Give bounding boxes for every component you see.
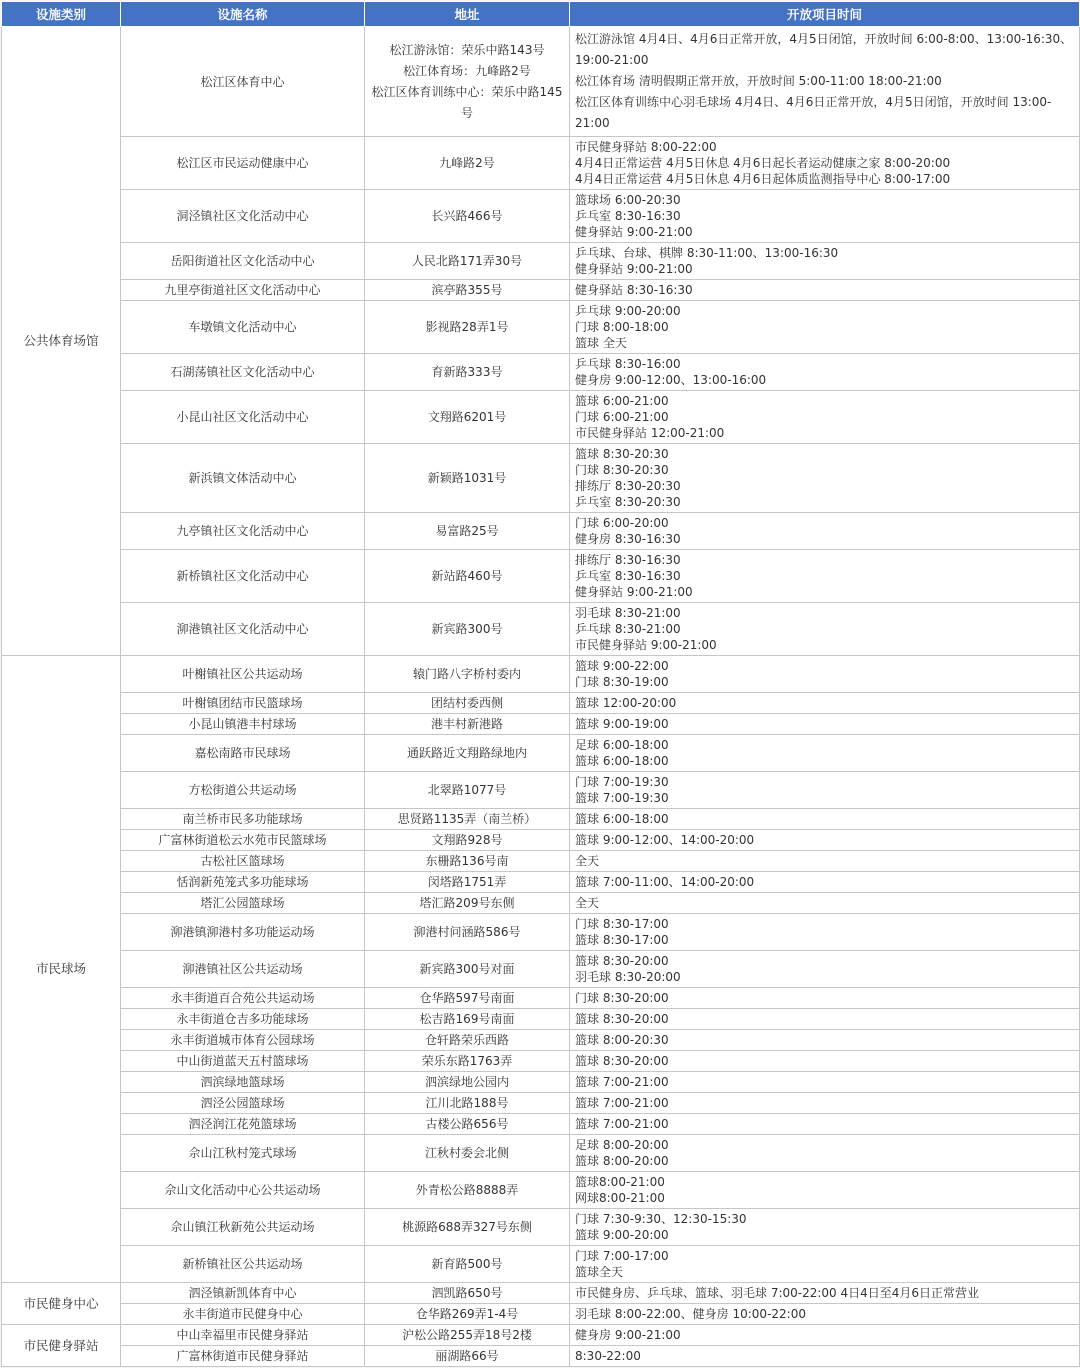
address-cell [365, 27, 570, 137]
address-line: 桃源路688弄327号东侧 [402, 1220, 532, 1234]
open-times-cell [570, 656, 1080, 693]
address-cell [365, 301, 570, 354]
time-line: 排练厅 8:30-16:30 [575, 553, 681, 567]
facility-name-cell: 中山幸福里市民健身驿站 [121, 1325, 365, 1346]
col-header-facility-name: 设施名称 [121, 2, 365, 27]
facility-name-cell: 佘山镇江秋新苑公共运动场 [121, 1209, 365, 1246]
table-row [2, 893, 1080, 914]
facility-name-cell: 永丰街道仓吉多功能球场 [121, 1009, 365, 1030]
address-cell [365, 809, 570, 830]
category-cell: 市民健身驿站 [2, 1325, 121, 1367]
open-times-cell [570, 893, 1080, 914]
time-line: 门球 8:30-20:30 [575, 463, 669, 477]
table-row [2, 1072, 1080, 1093]
address-cell [365, 951, 570, 988]
table-row [2, 137, 1080, 190]
address-line: 文翔路6201号 [427, 410, 507, 424]
address-line: 通跃路近文翔路绿地内 [406, 746, 527, 760]
address-cell [365, 830, 570, 851]
address-line: 泖港村问涵路586号 [413, 925, 521, 939]
time-line: 篮球8:00-21:00 [575, 1175, 665, 1189]
open-times-cell [570, 1114, 1080, 1135]
address-cell [365, 280, 570, 301]
facility-name-cell: 叶榭镇团结市民篮球场 [121, 693, 365, 714]
table-row [2, 603, 1080, 656]
time-line: 健身驿站 9:00-21:00 [575, 262, 693, 276]
time-line: 门球 7:00-19:30 [575, 775, 669, 789]
time-line: 篮球 8:30-20:30 [575, 447, 669, 461]
table-row [2, 1283, 1080, 1304]
table-row [2, 1209, 1080, 1246]
facility-name-cell: 嘉松南路市民球场 [121, 735, 365, 772]
address-line: 泗滨绿地公园内 [424, 1075, 509, 1089]
address-line: 文翔路928号 [431, 833, 503, 847]
address-line: 塔汇路209号东侧 [419, 896, 515, 910]
table-row [2, 830, 1080, 851]
time-line: 篮球 9:00-12:00、14:00-20:00 [575, 833, 755, 847]
address-line: 辕门路八字桥村委内 [412, 667, 521, 681]
address-cell [365, 1246, 570, 1283]
open-times-cell [570, 1346, 1080, 1367]
open-times-cell [570, 27, 1080, 137]
open-times-cell [570, 301, 1080, 354]
table-row [2, 354, 1080, 391]
table-row [2, 301, 1080, 354]
facility-name-cell: 洞泾镇社区文化活动中心 [121, 190, 365, 243]
time-line: 篮球 9:00-20:00 [575, 1228, 669, 1242]
time-line: 松江区体育训练中心羽毛球场 4月4日、4月6日正常开放，4月5日闭馆，开放时间 13:00-21:00 [575, 95, 1052, 130]
time-line: 门球 8:30-17:00 [575, 917, 669, 931]
facility-name-cell: 泖港镇泖港村多功能运动场 [121, 914, 365, 951]
address-cell [365, 444, 570, 513]
time-line: 篮球场 6:00-20:30 [575, 193, 681, 207]
table-row [2, 550, 1080, 603]
time-line: 羽毛球 8:30-21:00 [575, 606, 681, 620]
time-line: 4月4日正常运营 4月5日休息 4月6日起体质监测指导中心 8:00-17:00 [575, 172, 951, 186]
address-line: 长兴路466号 [431, 209, 503, 223]
address-cell [365, 1093, 570, 1114]
address-cell [365, 851, 570, 872]
facility-name-cell: 泗滨绿地篮球场 [121, 1072, 365, 1093]
address-line: 泗凯路650号 [431, 1286, 503, 1300]
open-times-cell [570, 354, 1080, 391]
address-line: 团结村委西侧 [430, 696, 503, 710]
open-times-cell [570, 851, 1080, 872]
facility-name-cell: 九里亭街道社区文化活动中心 [121, 280, 365, 301]
facility-name-cell: 泗泾润江花苑篮球场 [121, 1114, 365, 1135]
time-line: 篮球 7:00-21:00 [575, 1096, 669, 1110]
time-line: 乒乓室 8:30-20:30 [575, 495, 681, 509]
time-line: 健身房 9:00-21:00 [575, 1328, 681, 1342]
table-row [2, 1246, 1080, 1283]
address-line: 影视路28弄1号 [425, 320, 509, 334]
open-times-cell [570, 1093, 1080, 1114]
time-line: 门球 7:00-17:00 [575, 1249, 669, 1263]
facility-name-cell: 岳阳街道社区文化活动中心 [121, 243, 365, 280]
facility-name-cell: 新桥镇社区公共运动场 [121, 1246, 365, 1283]
open-times-cell [570, 735, 1080, 772]
open-times-cell [570, 872, 1080, 893]
address-line: 外青松公路8888弄 [415, 1183, 519, 1197]
table-row [2, 1325, 1080, 1346]
address-line: 人民北路171弄30号 [411, 254, 523, 268]
open-times-cell [570, 714, 1080, 735]
time-line: 篮球 7:00-11:00、14:00-20:00 [575, 875, 755, 889]
time-line: 全天 [575, 854, 600, 868]
facility-name-cell: 松江区体育中心 [121, 27, 365, 137]
open-times-cell [570, 809, 1080, 830]
address-cell [365, 872, 570, 893]
time-line: 健身驿站 9:00-21:00 [575, 585, 693, 599]
address-cell [365, 988, 570, 1009]
table-row [2, 988, 1080, 1009]
facility-table-body [2, 27, 1080, 1367]
address-line: 松江区体育训练中心：荣乐中路145号 [371, 84, 563, 120]
table-row [2, 693, 1080, 714]
facility-name-cell: 松江区市民运动健康中心 [121, 137, 365, 190]
open-times-cell [570, 391, 1080, 444]
table-row [2, 714, 1080, 735]
address-line: 新宾路300号对面 [419, 962, 515, 976]
facility-name-cell: 石湖荡镇社区文化活动中心 [121, 354, 365, 391]
table-row [2, 851, 1080, 872]
address-cell [365, 914, 570, 951]
table-row [2, 1172, 1080, 1209]
category-cell: 公共体育场馆 [2, 27, 121, 656]
address-line: 古楼公路656号 [425, 1117, 509, 1131]
address-line: 江川北路188号 [425, 1096, 509, 1110]
address-cell [365, 243, 570, 280]
time-line: 健身房 9:00-12:00、13:00-16:00 [575, 373, 767, 387]
time-line: 市民健身驿站 9:00-21:00 [575, 638, 717, 652]
open-times-cell [570, 550, 1080, 603]
address-cell [365, 1009, 570, 1030]
facility-name-cell: 永丰街道百合苑公共运动场 [121, 988, 365, 1009]
address-cell [365, 1325, 570, 1346]
table-row [2, 1114, 1080, 1135]
address-line: 新育路500号 [431, 1257, 503, 1271]
table-row [2, 513, 1080, 550]
address-cell [365, 1304, 570, 1325]
time-line: 篮球 8:30-17:00 [575, 933, 669, 947]
facility-table [1, 1, 1080, 1367]
address-cell [365, 1346, 570, 1367]
time-line: 门球 6:00-20:00 [575, 516, 669, 530]
facility-name-cell: 佘山文化活动中心公共运动场 [121, 1172, 365, 1209]
time-line: 健身房 8:30-16:30 [575, 532, 681, 546]
table-header [2, 2, 1080, 27]
table-row [2, 914, 1080, 951]
time-line: 市民健身房、乒乓球、篮球、羽毛球 7:00-22:00 4日4日至4月6日正常营业 [575, 1286, 980, 1300]
facility-name-cell: 车墩镇文化活动中心 [121, 301, 365, 354]
table-row [2, 809, 1080, 830]
time-line: 篮球 8:30-20:00 [575, 954, 669, 968]
open-times-cell [570, 444, 1080, 513]
time-line: 篮球 7:00-21:00 [575, 1075, 669, 1089]
table-row [2, 190, 1080, 243]
facility-name-cell: 九亭镇社区文化活动中心 [121, 513, 365, 550]
open-times-cell [570, 914, 1080, 951]
address-cell [365, 137, 570, 190]
address-line: 松吉路169号南面 [419, 1012, 515, 1026]
address-cell [365, 190, 570, 243]
address-cell [365, 603, 570, 656]
address-cell [365, 693, 570, 714]
open-times-cell [570, 988, 1080, 1009]
address-cell [365, 513, 570, 550]
open-times-cell [570, 1009, 1080, 1030]
table-row [2, 735, 1080, 772]
address-cell [365, 1135, 570, 1172]
address-cell [365, 735, 570, 772]
time-line: 篮球 9:00-22:00 [575, 659, 669, 673]
time-line: 篮球 6:00-18:00 [575, 812, 669, 826]
time-line: 篮球 全天 [575, 336, 627, 350]
table-row [2, 27, 1080, 137]
time-line: 羽毛球 8:30-20:00 [575, 970, 681, 984]
facility-name-cell: 新桥镇社区文化活动中心 [121, 550, 365, 603]
table-row [2, 444, 1080, 513]
open-times-cell [570, 1172, 1080, 1209]
time-line: 篮球 8:30-20:00 [575, 1054, 669, 1068]
address-line: 新站路460号 [431, 569, 503, 583]
time-line: 8:30-22:00 [575, 1349, 641, 1363]
open-times-cell [570, 603, 1080, 656]
time-line: 足球 6:00-18:00 [575, 738, 669, 752]
address-line: 闵塔路1751弄 [427, 875, 507, 889]
open-times-cell [570, 830, 1080, 851]
address-line: 荣乐东路1763弄 [421, 1054, 513, 1068]
time-line: 门球 8:00-18:00 [575, 320, 669, 334]
header-row [2, 2, 1080, 27]
open-times-cell [570, 1283, 1080, 1304]
time-line: 乒乓球 8:30-16:00 [575, 357, 681, 371]
time-line: 乒乓球、台球、棋牌 8:30-11:00、13:00-16:30 [575, 246, 839, 260]
table-row [2, 872, 1080, 893]
table-row [2, 1051, 1080, 1072]
col-header-address: 地址 [365, 2, 570, 27]
col-header-open-times: 开放项目时间 [570, 2, 1080, 27]
open-times-cell [570, 137, 1080, 190]
table-row [2, 1009, 1080, 1030]
address-cell [365, 550, 570, 603]
address-line: 港丰村新港路 [430, 717, 503, 731]
open-times-cell [570, 280, 1080, 301]
open-times-cell [570, 1325, 1080, 1346]
address-cell [365, 1114, 570, 1135]
facility-table-container [1, 1, 1079, 1367]
table-row [2, 1135, 1080, 1172]
facility-name-cell: 泖港镇社区公共运动场 [121, 951, 365, 988]
address-cell [365, 714, 570, 735]
time-line: 健身驿站 9:00-21:00 [575, 225, 693, 239]
time-line: 4月4日正常运营 4月5日休息 4月6日起长者运动健康之家 8:00-20:00 [575, 156, 951, 170]
time-line: 松江体育场 清明假期正常开放，开放时间 5:00-11:00 18:00-21:00 [575, 74, 942, 88]
time-line: 篮球 8:00-20:30 [575, 1033, 669, 1047]
col-header-category: 设施类别 [2, 2, 121, 27]
table-row [2, 391, 1080, 444]
open-times-cell [570, 1304, 1080, 1325]
address-line: 新颖路1031号 [427, 471, 507, 485]
time-line: 篮球 12:00-20:00 [575, 696, 677, 710]
time-line: 篮球 7:00-19:30 [575, 791, 669, 805]
address-cell [365, 1209, 570, 1246]
time-line: 篮球全天 [575, 1265, 624, 1279]
open-times-cell [570, 513, 1080, 550]
facility-name-cell: 广富林街道市民健身驿站 [121, 1346, 365, 1367]
address-line: 松江游泳馆：荣乐中路143号 [389, 42, 545, 57]
open-times-cell [570, 1051, 1080, 1072]
time-line: 门球 6:00-21:00 [575, 410, 669, 424]
address-cell [365, 1172, 570, 1209]
time-line: 篮球 8:00-20:00 [575, 1154, 669, 1168]
address-cell [365, 354, 570, 391]
address-line: 思贤路1135弄（南兰桥） [397, 812, 537, 826]
time-line: 市民健身驿站 12:00-21:00 [575, 426, 725, 440]
address-line: 仓华路269弄1-4号 [415, 1307, 519, 1321]
address-line: 滨亭路355号 [431, 283, 503, 297]
open-times-cell [570, 1209, 1080, 1246]
facility-name-cell: 泗泾公园篮球场 [121, 1093, 365, 1114]
table-row [2, 1093, 1080, 1114]
facility-name-cell: 泖港镇社区文化活动中心 [121, 603, 365, 656]
time-line: 篮球 6:00-18:00 [575, 754, 669, 768]
address-line: 沪松公路255弄18号2楼 [402, 1328, 532, 1342]
time-line: 门球 8:30-20:00 [575, 991, 669, 1005]
table-row [2, 280, 1080, 301]
time-line: 门球 8:30-19:00 [575, 675, 669, 689]
time-line: 篮球 6:00-21:00 [575, 394, 669, 408]
facility-name-cell: 方松街道公共运动场 [121, 772, 365, 809]
table-row [2, 772, 1080, 809]
address-cell [365, 1030, 570, 1051]
facility-name-cell: 永丰街道市民健身中心 [121, 1304, 365, 1325]
address-cell [365, 1072, 570, 1093]
table-row [2, 951, 1080, 988]
time-line: 全天 [575, 896, 600, 910]
table-row [2, 243, 1080, 280]
address-cell [365, 1283, 570, 1304]
facility-name-cell: 永丰街道城市体育公园球场 [121, 1030, 365, 1051]
time-line: 健身驿站 8:30-16:30 [575, 283, 693, 297]
address-line: 易富路25号 [435, 524, 499, 538]
facility-name-cell: 广富林街道松云水苑市民篮球场 [121, 830, 365, 851]
time-line: 门球 7:30-9:30、12:30-15:30 [575, 1212, 747, 1226]
facility-name-cell: 小昆山镇港丰村球场 [121, 714, 365, 735]
address-cell [365, 893, 570, 914]
address-cell [365, 1051, 570, 1072]
time-line: 松江游泳馆 4月4日、4月6日正常开放，4月5日闭馆，开放时间 6:00-8:00、13:00-16:30、19:00-21:00 [575, 32, 1073, 67]
address-line: 育新路333号 [431, 365, 503, 379]
time-line: 足球 8:00-20:00 [575, 1138, 669, 1152]
time-line: 篮球 7:00-21:00 [575, 1117, 669, 1131]
table-row [2, 1346, 1080, 1367]
category-cell: 市民球场 [2, 656, 121, 1283]
open-times-cell [570, 951, 1080, 988]
time-line: 篮球 9:00-19:00 [575, 717, 669, 731]
time-line: 市民健身驿站 8:00-22:00 [575, 140, 717, 154]
address-line: 仓轩路荣乐西路 [424, 1033, 509, 1047]
facility-name-cell: 佘山江秋村笼式球场 [121, 1135, 365, 1172]
open-times-cell [570, 243, 1080, 280]
open-times-cell [570, 1030, 1080, 1051]
address-cell [365, 391, 570, 444]
address-line: 九峰路2号 [439, 156, 495, 170]
category-cell: 市民健身中心 [2, 1283, 121, 1325]
address-cell [365, 772, 570, 809]
open-times-cell [570, 190, 1080, 243]
address-line: 新宾路300号 [431, 622, 503, 636]
time-line: 乒乓球 8:30-21:00 [575, 622, 681, 636]
facility-name-cell: 小昆山社区文化活动中心 [121, 391, 365, 444]
address-line: 北翠路1077号 [427, 783, 507, 797]
address-line: 东栅路136号南 [425, 854, 509, 868]
table-row [2, 1030, 1080, 1051]
facility-name-cell: 叶榭镇社区公共运动场 [121, 656, 365, 693]
address-line: 松江体育场：九峰路2号 [403, 63, 531, 78]
open-times-cell [570, 1072, 1080, 1093]
time-line: 羽毛球 8:00-22:00、健身房 10:00-22:00 [575, 1307, 806, 1321]
time-line: 篮球 8:30-20:00 [575, 1012, 669, 1026]
address-line: 丽湖路66号 [435, 1349, 499, 1363]
time-line: 网球8:00-21:00 [575, 1191, 665, 1205]
time-line: 乒乓室 8:30-16:30 [575, 569, 681, 583]
time-line: 乒乓球 9:00-20:00 [575, 304, 681, 318]
time-line: 排练厅 8:30-20:30 [575, 479, 681, 493]
open-times-cell [570, 1246, 1080, 1283]
facility-name-cell: 新浜镇文体活动中心 [121, 444, 365, 513]
facility-name-cell: 塔汇公园篮球场 [121, 893, 365, 914]
facility-name-cell: 南兰桥市民多功能球场 [121, 809, 365, 830]
facility-name-cell: 恬润新苑笼式多功能球场 [121, 872, 365, 893]
open-times-cell [570, 693, 1080, 714]
facility-name-cell: 泗泾镇新凯体育中心 [121, 1283, 365, 1304]
table-row [2, 656, 1080, 693]
facility-name-cell: 中山街道蓝天五村篮球场 [121, 1051, 365, 1072]
facility-name-cell: 古松社区篮球场 [121, 851, 365, 872]
time-line: 乒乓室 8:30-16:30 [575, 209, 681, 223]
open-times-cell [570, 1135, 1080, 1172]
address-line: 江秋村委会北侧 [424, 1146, 509, 1160]
address-line: 仓华路597号南面 [419, 991, 515, 1005]
open-times-cell [570, 772, 1080, 809]
table-row [2, 1304, 1080, 1325]
address-cell [365, 656, 570, 693]
